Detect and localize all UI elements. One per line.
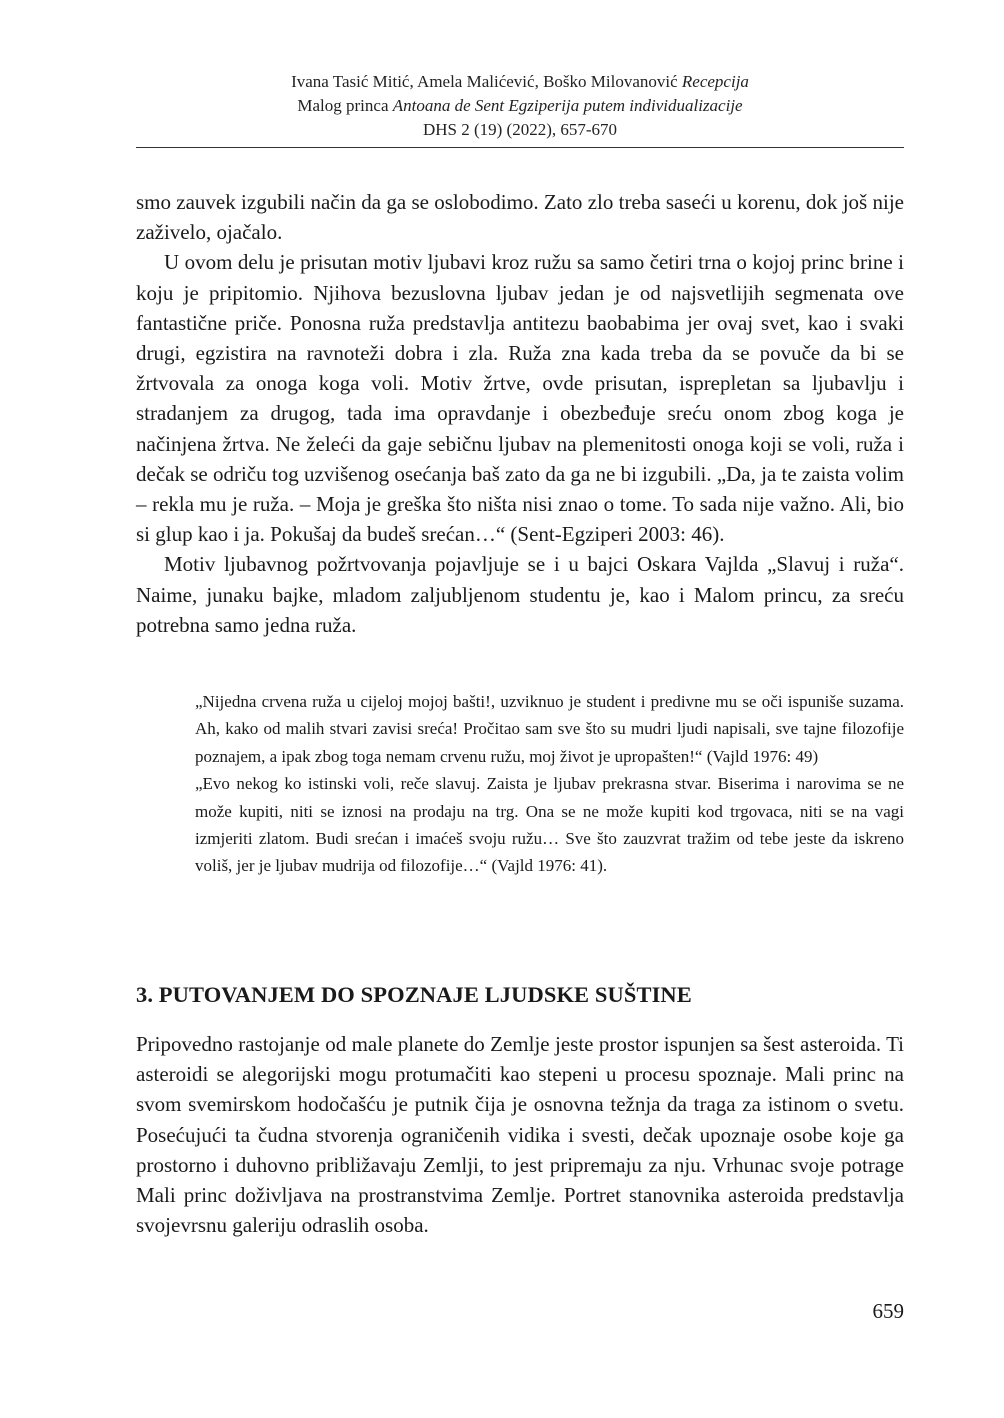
running-header: [136, 70, 904, 142]
quote-1: „Nijedna crvena ruža u cijeloj mojoj bašti!, uzviknuo je student i predivne mu se oči ispuniše suzama. Ah, kako od malih stvari zavisi sreća! Pročitao sam sve što su mudri ljudi napisali, sve tajne filozofije poznajem, a ipak zbog toga nemam crvenu ružu, moj život je upropašten!“ (Vajld 1976: 49): [195, 692, 904, 766]
header-line-1: [136, 70, 904, 94]
quote-2: „Evo nekog ko istinski voli, reče slavuj. Zaista je ljubav prekrasna stvar. Biserima i narovima se ne može kupiti, niti se iznosi na prodaju na trg. Ona se ne može kupiti kod trgovaca, niti se na vagi izmjeriti zlatom. Budi srećan i imaćeš svoju ružu… Sve što zauzvrat tražim od tebe jeste da iskreno voliš, jer je ljubav mudrija od filozofije…“ (Vajld 1976: 41).: [195, 774, 904, 876]
block-quote: [195, 688, 904, 880]
section-body: [136, 1029, 904, 1240]
header-title-part-1: Recepcija: [681, 72, 749, 91]
body-text-block: [136, 187, 904, 640]
section-heading: 3. PUTOVANJEM DO SPOZNAJE LJUDSKE SUŠTINE: [136, 982, 692, 1007]
header-divider: [136, 147, 904, 148]
header-plain-part: Malog princa: [297, 96, 393, 115]
paragraph-2: U ovom delu je prisutan motiv ljubavi kroz ružu sa samo četiri trna o kojoj princ brine i koju je pripitomio. Njihova bezuslovna ljubav jedan je od najsvetlijih segmenata ove fantastične priče. Ponosna ruža predstavlja antitezu baobabima jer ovaj svet, kao i svaki drugi, egzistira na ravnoteži dobra i zla. Ruža zna kada treba da se povuče da bi se žrtvovala za onoga koga voli. Motiv žrtve, ovde prisutan, isprepletan sa ljubavlju i stradanjem za drugog, tada ima opravdanje i obezbeđuje sreću onom zbog koga je načinjena žrtva. Ne želeći da gaje sebičnu ljubav na plemenitosti onoga koji se voli, ruža i dečak se odriču tog uzvišenog osećanja baš zato da ga ne bi izgubili. „Da, ja te zaista volim – rekla mu je ruža. – Moja je greška što ništa nisi znao o tome. To sada nije važno. Ali, bio si glup kao i ja. Pokušaj da budeš srećan…“ (Sent-Egziperi 2003: 46).: [136, 250, 904, 547]
header-line-2: [136, 94, 904, 118]
header-citation: DHS 2 (19) (2022), 657-670: [422, 120, 618, 139]
header-title-part-2: Antoana de Sent Egziperija putem individualizacije: [392, 96, 743, 115]
page-number: 659: [872, 1299, 904, 1323]
paragraph-3: Motiv ljubavnog požrtvovanja pojavljuje se i u bajci Oskara Vajlda „Slavuj i ruža“. Naime, junaku bajke, mladom zaljubljenom studentu je, kao i Malom princu, za sreću potrebna samo jedna ruža.: [136, 552, 904, 637]
section-paragraph: Pripovedno rastojanje od male planete do Zemlje jeste prostor ispunjen sa šest asteroida. Ti asteroidi se alegorijski mogu protumačiti kao stepeni u procesu spoznaje. Mali princ na svom svemirskom hodočašću je putnik čija je osnovna težnja da traga za istinom o svetu. Posećujući ta čudna stvorenja ograničenih vidika i svesti, dečak upoznaje osobe koje ga prostorno i duhovno približavaju Zemlji, to jest pripremaju za nju. Vrhunac svoje potrage Mali princ doživljava na prostranstvima Zemlje. Portret stanovnika asteroida predstavlja svojevrsnu galeriju odraslih osoba.: [136, 1032, 904, 1238]
paragraph-1: smo zauvek izgubili način da ga se oslobodimo. Zato zlo treba saseći u korenu, dok još nije zaživelo, ojačalo.: [136, 190, 904, 245]
header-authors: Ivana Tasić Mitić, Amela Malićević, Boško Milovanović: [291, 72, 682, 91]
